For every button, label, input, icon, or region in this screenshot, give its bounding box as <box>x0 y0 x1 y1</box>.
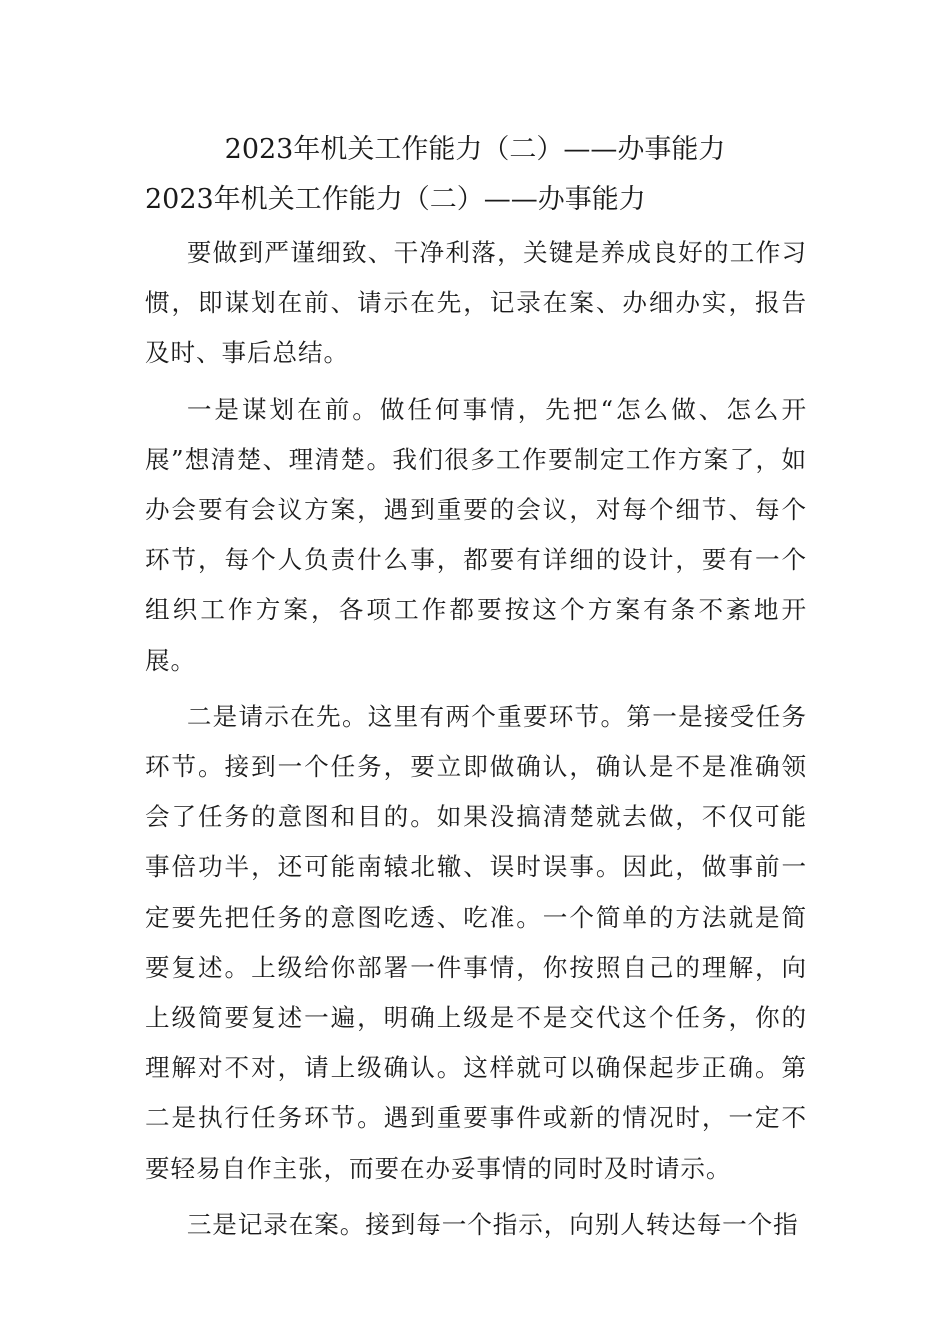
document-body <box>145 228 807 1256</box>
paragraph-intro: 要做到严谨细致、干净利落，关键是养成良好的工作习惯，即谋划在前、请示在先，记录在案、办细办实，报告及时、事后总结。 <box>145 238 807 368</box>
document-subtitle: 2023年机关工作能力（二）——办事能力 <box>145 184 646 215</box>
paragraph-record: 三是记录在案。接到每一个指示，向别人转达每一个指 <box>186 1209 799 1239</box>
document-title: 2023年机关工作能力（二）——办事能力 <box>224 134 726 165</box>
paragraph-request: 二是请示在先。这里有两个重要环节。第一是接受任务环节。接到一个任务，要立即做确认，确认是不是准确领会了任务的意图和目的。如果没搞清楚就去做，不仅可能事倍功半，还可能南辕北辙、误时误事。因此，做事前一定要先把任务的意图吃透、吃准。一个简单的方法就是简要复述。上级给你部署一件事情，你按照自己的理解，向上级简要复述一遍，明确上级是不是交代这个任务，你的理解对不对，请上级确认。这样就可以确保起步正确。第二是执行任务环节。遇到重要事件或新的情况时，一定不要轻易自作主张，而要在办妥事情的同时及时请示。 <box>145 701 807 1183</box>
paragraph-planning: 一是谋划在前。做任何事情，先把“怎么做、怎么开展”想清楚、理清楚。我们很多工作要制定工作方案了，如办会要有会议方案，遇到重要的会议，对每个细节、每个环节，每个人负责什么事，都要有详细的设计，要有一个组织工作方案，各项工作都要按这个方案有条不紊地开展。 <box>145 394 807 675</box>
